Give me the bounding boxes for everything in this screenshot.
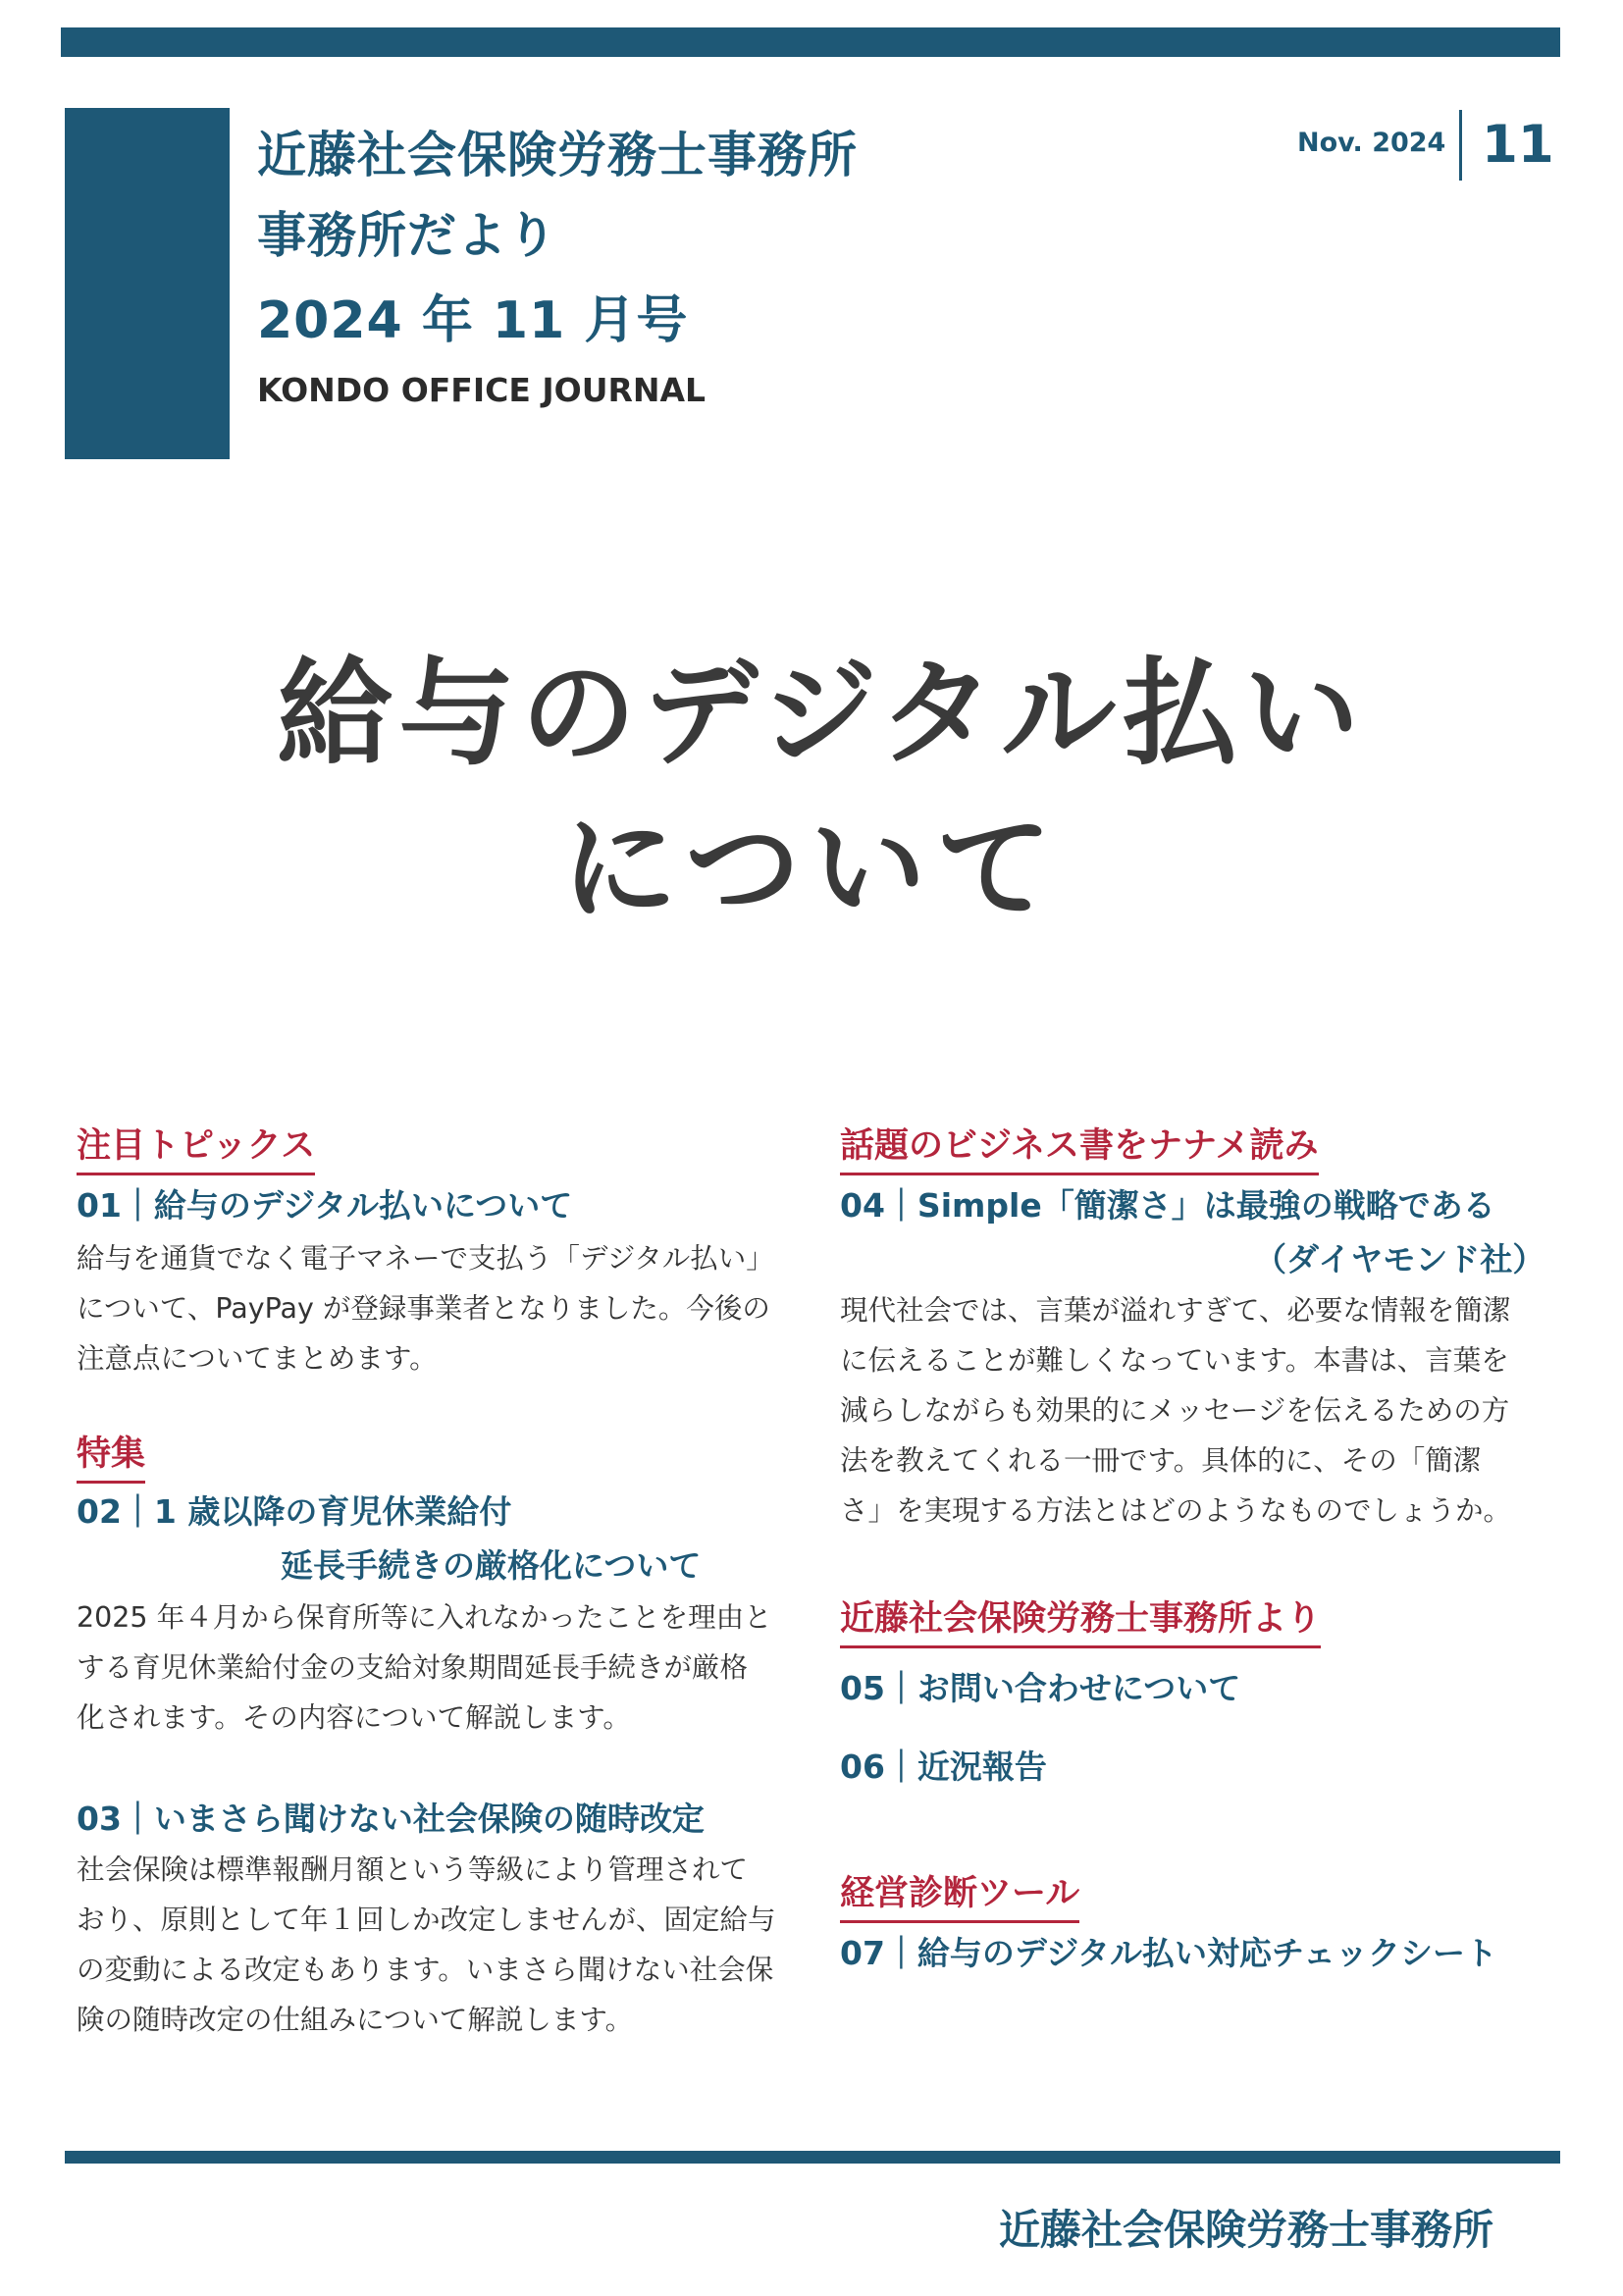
masthead-block [65, 108, 230, 459]
body-line: さ」を実現する方法とはどのようなものでしょうか。 [840, 1494, 1512, 1527]
item-03-body [77, 1845, 808, 2045]
body-line: する育児休業給付金の支給対象期間延長手続きが厳格 [77, 1651, 749, 1684]
section-heading-books: 話題のビジネス書をナナメ読み [840, 1119, 1319, 1175]
bottom-rule [65, 2151, 1560, 2164]
body-line: 2025 年４月から保育所等に入れなかったことを理由と [77, 1601, 772, 1634]
body-line: について、PayPay が登録事業者となりました。今後の [77, 1292, 770, 1325]
item-02-body [77, 1592, 808, 1743]
body-line: の変動による改定もあります。いまさら聞けない社会保 [77, 1954, 774, 1986]
newsletter-title: 事務所だより [257, 207, 557, 264]
journal-en: KONDO OFFICE JOURNAL [257, 371, 707, 409]
section-heading-topics: 注目トピックス [77, 1119, 315, 1175]
item-06-title[interactable]: 06｜近況報告 [840, 1748, 1047, 1786]
item-07-title[interactable]: 07｜給与のデジタル払い対応チェックシート [840, 1934, 1497, 1972]
hero-title-line1: 給与のデジタル払い [277, 646, 1366, 781]
section-heading-feature: 特集 [77, 1427, 145, 1484]
hero-title-line2: について [561, 801, 1062, 936]
footer-office-name: 近藤社会保険労務士事務所 [999, 2206, 1494, 2254]
item-04-publisher: （ダイヤモンド社） [1254, 1240, 1545, 1278]
item-03-title[interactable]: 03｜いまさら聞けない社会保険の随時改定 [77, 1800, 705, 1838]
body-line: 給与を通貨でなく電子マネーで支払う「デジタル払い」 [77, 1242, 774, 1275]
issue-divider [1459, 110, 1462, 181]
body-line: 減らしながらも効果的にメッセージを伝えるための方 [840, 1394, 1510, 1427]
item-01-body [77, 1233, 808, 1383]
issue-date: Nov. 2024 [1297, 128, 1446, 158]
body-line: 注意点についてまとめます。 [77, 1342, 438, 1375]
item-04-title[interactable]: 04｜Simple「簡潔さ」は最強の戦略である [840, 1186, 1495, 1225]
body-line: 社会保険は標準報酬月額という等級により管理されて [77, 1853, 749, 1886]
body-line: 法を教えてくれる一冊です。具体的に、その「簡潔 [840, 1444, 1482, 1477]
item-02-title[interactable]: 02｜1 歳以降の育児休業給付 [77, 1492, 512, 1531]
section-heading-tool: 経営診断ツール [840, 1866, 1079, 1923]
item-01-title[interactable]: 01｜給与のデジタル払いについて [77, 1186, 573, 1225]
top-rule [61, 27, 1560, 57]
body-line: 現代社会では、言葉が溢れすぎて、必要な情報を簡潔 [840, 1294, 1511, 1327]
body-line: に伝えることが難しくなっています。本書は、言葉を [840, 1344, 1509, 1377]
section-heading-office: 近藤社会保険労務士事務所より [840, 1592, 1321, 1648]
issue-jp: 2024 年 11 月号 [257, 291, 689, 350]
item-02-title-cont[interactable]: 延長手続きの厳格化について [281, 1546, 702, 1585]
body-line: 険の随時改定の仕組みについて解説します。 [77, 2004, 634, 2036]
item-04-body [840, 1285, 1571, 1536]
issue-number: 11 [1482, 115, 1554, 175]
item-05-title[interactable]: 05｜お問い合わせについて [840, 1669, 1241, 1707]
body-line: 化されます。その内容について解説します。 [77, 1701, 631, 1734]
body-line: おり、原則として年１回しか改定しませんが、固定給与 [77, 1904, 776, 1936]
office-name: 近藤社会保険労務士事務所 [257, 127, 858, 183]
